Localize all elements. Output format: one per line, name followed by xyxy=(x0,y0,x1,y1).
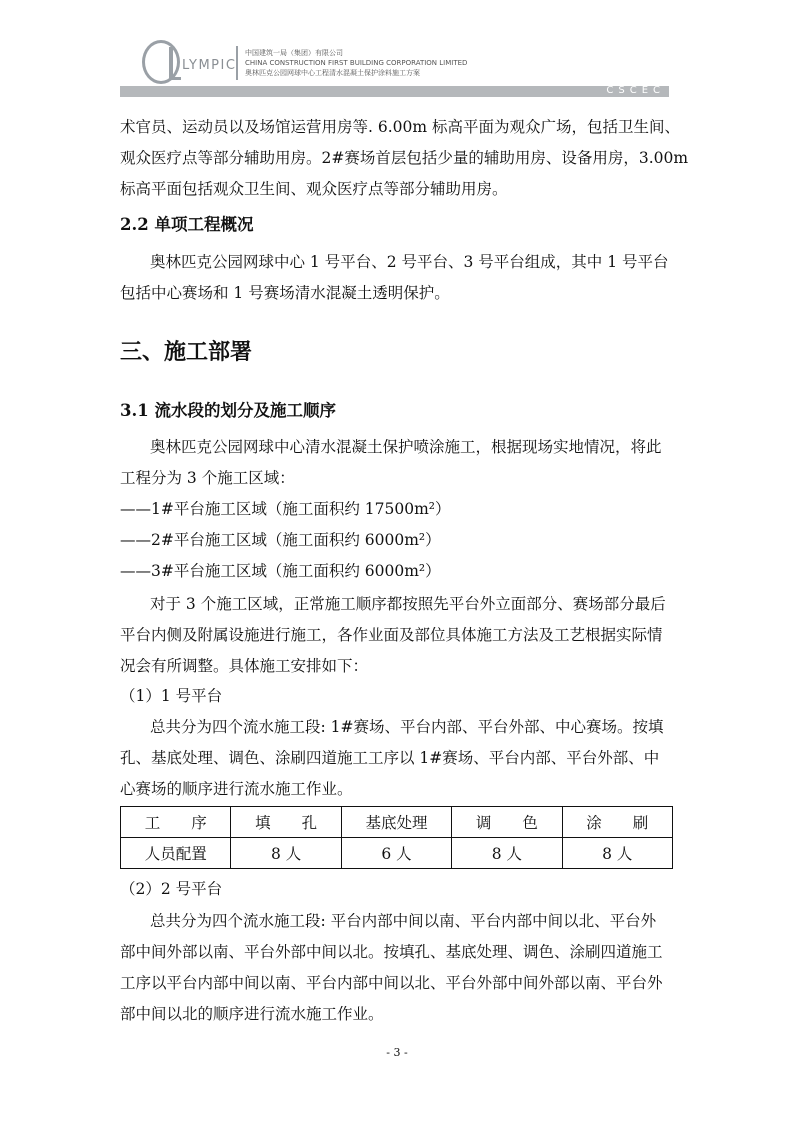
logo-l-foot xyxy=(169,77,181,80)
table-cell: 基底处理 xyxy=(341,807,451,838)
paragraph-line: 观众医疗点等部分辅助用房。2#赛场首层包括少量的辅助用房、设备用房，3.00m xyxy=(120,149,689,167)
paragraph-line: 部中间以北的顺序进行流水施工作业。 xyxy=(120,1005,384,1023)
table-cell: 人员配置 xyxy=(121,838,231,869)
paragraph-line: 孔、基底处理、调色、涂刷四道施工工序以 1#赛场、平台内部、平台外部、中 xyxy=(120,749,660,767)
table-cell: 涂 刷 xyxy=(562,807,672,838)
company-name-cn: 中国建筑一局（集团）有限公司 xyxy=(245,49,343,57)
table-cell: 6 人 xyxy=(341,838,451,869)
subheading-platform-1: （1）1 号平台 xyxy=(120,687,223,705)
table-cell: 工 序 xyxy=(121,807,231,838)
section-heading-2-2: 2.2 单项工程概况 xyxy=(120,215,254,234)
table-cell: 8 人 xyxy=(452,838,562,869)
area-item-1: ——1#平台施工区域（施工面积约 17500m²） xyxy=(120,500,451,518)
table-cell: 8 人 xyxy=(231,838,341,869)
paragraph-line: 奥林匹克公园网球中心清水混凝土保护喷涂施工，根据现场实地情况，将此 xyxy=(150,438,662,456)
paragraph-line: 工序以平台内部中间以南、平台内部中间以北、平台外部中间外部以南、平台外 xyxy=(120,974,663,992)
paragraph-line: 工程分为 3 个施工区域： xyxy=(120,469,295,487)
paragraph-line: 心赛场的顺序进行流水施工作业。 xyxy=(120,780,353,798)
table-cell: 调 色 xyxy=(452,807,562,838)
paragraph-line: 总共分为四个流水施工段: 1#赛场、平台内部、平台外部、中心赛场。按填 xyxy=(150,718,664,736)
paragraph-line: 平台内侧及附属设施进行施工，各作业面及部位具体施工方法及工艺根据实际情 xyxy=(120,626,663,644)
table-cell: 填 孔 xyxy=(231,807,341,838)
paragraph-line: 术官员、运动员以及场馆运营用房等. 6.00m 标高平面为观众广场，包括卫生间、 xyxy=(120,118,680,136)
chapter-heading-3: 三、施工部署 xyxy=(120,339,253,365)
paragraph-line: 标高平面包括观众卫生间、观众医疗点等部分辅助用房。 xyxy=(120,180,508,198)
paragraph-line: 对于 3 个施工区域，正常施工顺序都按照先平台外立面部分、赛场部分最后 xyxy=(150,595,666,613)
page-number: - 3 - xyxy=(386,1046,408,1059)
table-row xyxy=(121,807,673,838)
project-title: 奥林匹克公园网球中心工程清水混凝土保护涂料施工方案 xyxy=(245,69,420,77)
paragraph-line: 况会有所调整。具体施工安排如下： xyxy=(120,657,369,675)
area-item-3: ——3#平台施工区域（施工面积约 6000m²） xyxy=(120,562,441,580)
header-divider xyxy=(236,46,238,80)
paragraph-line: 奥林匹克公园网球中心 1 号平台、2 号平台、3 号平台组成，其中 1 号平台 xyxy=(150,253,669,271)
logo-l-stem xyxy=(169,47,173,80)
company-block xyxy=(245,48,467,78)
table-cell: 8 人 xyxy=(562,838,672,869)
area-item-2: ——2#平台施工区域（施工面积约 6000m²） xyxy=(120,531,441,549)
section-heading-3-1: 3.1 流水段的划分及施工顺序 xyxy=(120,401,336,420)
header-bar xyxy=(120,86,669,97)
table-row xyxy=(121,838,673,869)
subheading-platform-2: （2）2 号平台 xyxy=(120,880,223,898)
logo-text: LYMPIC xyxy=(182,58,237,73)
paragraph-line: 包括中心赛场和 1 号赛场清水混凝土透明保护。 xyxy=(120,284,450,302)
header-code: CSCEC xyxy=(606,85,665,96)
paragraph-line: 部中间外部以南、平台外部中间以北。按填孔、基底处理、调色、涂刷四道施工 xyxy=(120,943,663,961)
company-name-en: CHINA CONSTRUCTION FIRST BUILDING CORPORATION LIMITED xyxy=(245,59,468,67)
paragraph-line: 总共分为四个流水施工段: 平台内部中间以南、平台内部中间以北、平台外 xyxy=(150,912,657,930)
crew-table xyxy=(120,806,673,869)
